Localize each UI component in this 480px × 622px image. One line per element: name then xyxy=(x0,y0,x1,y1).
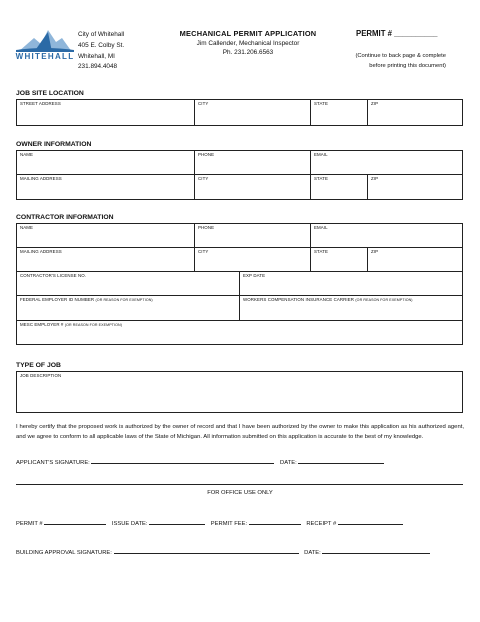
permit-fee-field[interactable] xyxy=(249,519,301,525)
owner-phone-field[interactable]: PHONE xyxy=(195,151,311,175)
office-permit-row xyxy=(16,519,403,527)
inspector-phone: Ph. 231.206.6563 xyxy=(222,49,274,56)
owner-mailing-field[interactable]: MAILING ADDRESS xyxy=(17,175,195,199)
owner-name-field[interactable]: NAME xyxy=(17,151,195,175)
form-title: MECHANICAL PERMIT APPLICATION xyxy=(179,29,317,38)
contractor-city-field[interactable]: CITY xyxy=(195,248,311,272)
continue-note xyxy=(330,51,446,71)
contractor-table xyxy=(16,223,463,345)
mesc-employer-field[interactable]: MESC EMPLOYER # (OR REASON FOR EXEMPTION) xyxy=(20,322,123,327)
contractor-mailing-field[interactable]: MAILING ADDRESS xyxy=(17,248,195,272)
office-divider xyxy=(16,484,463,485)
org-name: City of Whitehall xyxy=(78,31,125,38)
contractor-license-field[interactable]: CONTRACTOR'S LICENSE NO. xyxy=(17,272,240,296)
contractor-email-field[interactable]: EMAIL xyxy=(311,224,462,248)
certification-statement: I hereby certify that the proposed work is authorized by the owner of record and that I have been authorized by the owner to make this application as his authorized agent, and we agree to conform to all applicable laws of the State of Michigan. All information submitted on this application is accurate to the best of my knowledge. xyxy=(16,424,464,440)
job-zip-field[interactable]: ZIP xyxy=(371,101,379,106)
continue-note-line1: (Continue to back page & complete xyxy=(355,53,446,59)
owner-table xyxy=(16,150,463,200)
owner-email-field[interactable]: EMAIL xyxy=(311,151,462,175)
form-title-block xyxy=(160,29,336,58)
issue-date-label: ISSUE DATE: xyxy=(111,521,148,527)
continue-note-line2: before printing this document) xyxy=(369,63,446,69)
contractor-state-field[interactable]: STATE xyxy=(311,248,368,272)
owner-city-field[interactable]: CITY xyxy=(195,175,311,199)
approval-date-field[interactable] xyxy=(322,548,430,554)
receipt-field[interactable] xyxy=(338,519,403,525)
office-permit-field[interactable] xyxy=(44,519,106,525)
job-site-table xyxy=(16,99,463,126)
applicant-signature-label: APPLICANT'S SIGNATURE: xyxy=(16,460,90,466)
job-state-field[interactable]: STATE xyxy=(311,100,368,125)
signature-date-label: DATE: xyxy=(280,460,297,466)
owner-section-title: OWNER INFORMATION xyxy=(16,141,92,148)
contractor-phone-field[interactable]: PHONE xyxy=(195,224,311,248)
approval-date-label: DATE: xyxy=(304,550,321,556)
job-type-section-title: TYPE OF JOB xyxy=(16,362,61,369)
federal-employer-id-field[interactable]: FEDERAL EMPLOYER ID NUMBER (OR REASON FOR EXEMPTION) xyxy=(17,296,240,321)
owner-state-field[interactable]: STATE xyxy=(311,175,368,199)
building-approval-row xyxy=(16,548,430,556)
applicant-signature-line[interactable] xyxy=(16,458,384,466)
building-approval-label: BUILDING APPROVAL SIGNATURE: xyxy=(16,550,112,556)
job-street-field[interactable]: STREET ADDRESS xyxy=(17,100,195,125)
owner-zip-field[interactable]: ZIP xyxy=(371,176,379,181)
job-site-section-title: JOB SITE LOCATION xyxy=(16,90,84,97)
receipt-label: RECEIPT # xyxy=(306,521,337,527)
organization-address xyxy=(78,30,124,73)
contractor-section-title: CONTRACTOR INFORMATION xyxy=(16,214,114,221)
job-description-field[interactable]: JOB DESCRIPTION xyxy=(16,371,463,413)
permit-number-header: PERMIT # __________ xyxy=(356,29,438,38)
building-approval-field[interactable] xyxy=(114,548,299,554)
job-city-field[interactable]: CITY xyxy=(195,100,311,125)
contractor-zip-field[interactable]: ZIP xyxy=(368,248,462,272)
org-street: 405 E. Colby St. xyxy=(78,41,125,49)
license-exp-date-field[interactable]: EXP DATE xyxy=(240,272,462,296)
contractor-name-field[interactable]: NAME xyxy=(17,224,195,248)
permit-fee-label: PERMIT FEE: xyxy=(210,521,248,527)
office-use-title: FOR OFFICE USE ONLY xyxy=(207,490,273,496)
org-city: Whitehall, MI xyxy=(78,52,115,60)
workers-comp-carrier-field[interactable]: WORKERS COMPENSATION INSURANCE CARRIER (OR REASON FOR EXEMPTION) xyxy=(240,296,462,321)
issue-date-field[interactable] xyxy=(149,519,205,525)
org-phone: 231.894.4048 xyxy=(78,63,118,71)
logo-wordmark: WHITEHALL xyxy=(15,52,75,61)
office-permit-label: PERMIT # xyxy=(16,521,43,527)
inspector-name: Jim Callender, Mechanical Inspector xyxy=(196,39,300,47)
